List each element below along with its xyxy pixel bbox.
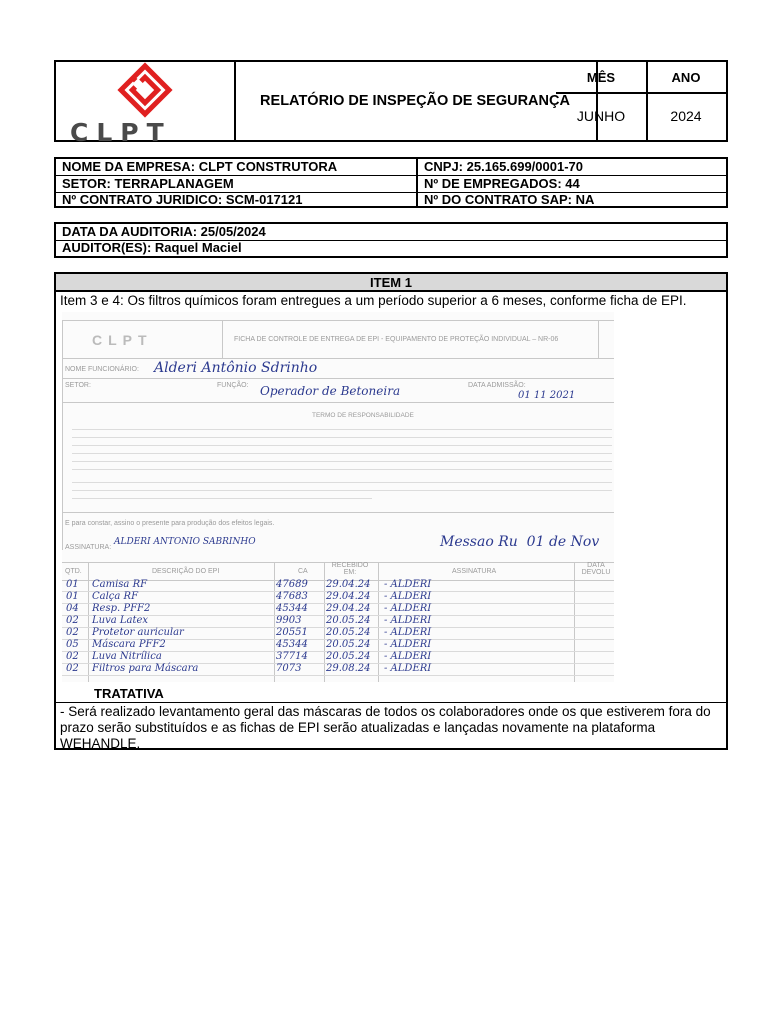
epi-qty: 01	[66, 591, 79, 602]
faint-text-line	[72, 437, 612, 438]
scan-title: FICHA DE CONTROLE DE ENTREGA DE EPI - EQUIPAMENTO DE PROTEÇÃO INDIVIDUAL – NR-06	[234, 336, 559, 343]
scan-logo: CLPT	[92, 332, 153, 348]
epi-signature: - ALDERI	[384, 579, 432, 590]
epi-signature: - ALDERI	[384, 615, 432, 626]
signature-value: ALDERI ANTONIO SABRINHO	[114, 537, 256, 547]
col-description: DESCRIÇÃO DO EPI	[152, 568, 220, 575]
epi-ca: 45344	[276, 603, 308, 614]
epi-description: Protetor auricular	[92, 627, 184, 638]
sector-label: SETOR:	[65, 382, 91, 389]
epi-received-date: 20.05.24	[326, 627, 371, 638]
function-value: Operador de Betoneira	[260, 384, 401, 398]
signature-label: ASSINATURA:	[65, 544, 112, 551]
epi-signature: - ALDERI	[384, 639, 432, 650]
epi-description: Filtros para Máscara	[92, 663, 199, 674]
epi-received-date: 29.04.24	[326, 579, 371, 590]
report-title: RELATÓRIO DE INSPEÇÃO DE SEGURANÇA	[234, 62, 598, 140]
epi-qty: 02	[66, 663, 79, 674]
auditor-name: AUDITOR(ES): Raquel Maciel	[62, 240, 242, 255]
col-received: RECEBIDO EM:	[331, 562, 369, 576]
faint-text-line	[72, 498, 372, 499]
epi-description: Luva Nitrílica	[92, 651, 162, 662]
cnpj: CNPJ: 25.165.699/0001-70	[416, 159, 726, 175]
epi-qty: 04	[66, 603, 79, 614]
faint-text-line	[72, 461, 612, 462]
epi-ca: 47683	[276, 591, 308, 602]
epi-received-date: 20.05.24	[326, 651, 371, 662]
epi-qty: 02	[66, 627, 79, 638]
col-return: DATA DEVOLU	[581, 562, 611, 576]
epi-row-line	[62, 675, 614, 676]
epi-ca: 47689	[276, 579, 308, 590]
company-name: NOME DA EMPRESA: CLPT CONSTRUTORA	[62, 159, 338, 174]
audit-date: DATA DA AUDITORIA: 25/05/2024	[62, 224, 266, 239]
epi-received-date: 29.04.24	[326, 603, 371, 614]
epi-description: Luva Latex	[92, 615, 149, 626]
faint-text-line	[72, 482, 612, 483]
epi-ca: 7073	[276, 663, 302, 674]
month-label: MÊS	[556, 62, 648, 94]
sap-contract: Nº DO CONTRATO SAP: NA	[416, 192, 726, 208]
year-label: ANO	[646, 62, 726, 94]
tratativa-title: TRATATIVA	[94, 686, 164, 701]
col-qtd: QTD.	[65, 568, 82, 575]
info-row	[56, 176, 726, 192]
report-header	[54, 60, 728, 147]
epi-ca: 9903	[276, 615, 302, 626]
epi-received-date: 29.04.24	[326, 591, 371, 602]
admission-value: 01 11 2021	[518, 390, 576, 401]
info-row	[56, 192, 726, 208]
logo-text: CLPT	[70, 118, 172, 147]
epi-description: Máscara PFF2	[92, 639, 166, 650]
company-info-table	[54, 157, 728, 208]
epi-signature: - ALDERI	[384, 627, 432, 638]
employee-name-value: Alderi Antônio Sdrinho	[154, 360, 318, 376]
function-label: FUNÇÃO:	[217, 382, 249, 389]
epi-description: Resp. PFF2	[92, 603, 151, 614]
responsibility-title: TERMO DE RESPONSABILIDADE	[312, 412, 414, 419]
epi-qty: 02	[66, 615, 79, 626]
form-border	[598, 320, 599, 358]
col-ca: CA	[298, 568, 308, 575]
info-row	[56, 159, 726, 175]
epi-ca: 45344	[276, 639, 308, 650]
employee-name-label: NOME FUNCIONÁRIO:	[65, 366, 139, 373]
signature-date-scribble: Messao Ru 01 de Nov	[440, 534, 600, 550]
faint-text-line	[72, 490, 612, 491]
epi-ca: 37714	[276, 651, 308, 662]
faint-text-line	[72, 453, 612, 454]
form-border	[62, 358, 614, 359]
form-border	[222, 320, 223, 358]
month-value: JUNHO	[556, 92, 648, 140]
form-border	[62, 320, 614, 321]
year-value: 2024	[670, 108, 702, 124]
legal-contract: Nº CONTRATO JURIDICO: SCM-017121	[62, 192, 303, 207]
form-border	[62, 320, 63, 550]
epi-received-date: 20.05.24	[326, 615, 371, 626]
audit-info-table	[54, 222, 728, 258]
faint-text-line	[72, 469, 612, 470]
epi-row	[62, 664, 614, 676]
faint-text-line	[72, 429, 612, 430]
epi-form-scan	[62, 312, 614, 682]
epi-description: Calça RF	[92, 591, 139, 602]
col-signature: ASSINATURA	[452, 568, 497, 575]
epi-qty: 05	[66, 639, 79, 650]
epi-received-date: 29.08.24	[326, 663, 371, 674]
employee-count: Nº DE EMPREGADOS: 44	[416, 176, 726, 192]
item-description: Item 3 e 4: Os filtros químicos foram entregues a um período superior a 6 meses, conforme ficha de EPI.	[60, 293, 687, 308]
epi-ca: 20551	[276, 627, 308, 638]
tratativa-text: - Será realizado levantamento geral das máscaras de todos os colaboradores onde os que estiverem fora do prazo serão substituídos e as fichas de EPI serão atualizadas e lançadas novamente na plataforma WEHANDLE.	[60, 704, 711, 751]
epi-qty: 01	[66, 579, 79, 590]
admission-label: DATA ADMISSÃO:	[468, 382, 526, 389]
epi-description: Camisa RF	[92, 579, 148, 590]
tratativa-divider	[56, 702, 726, 703]
epi-signature: - ALDERI	[384, 603, 432, 614]
item-header: ITEM 1	[54, 272, 728, 292]
form-border	[62, 402, 614, 403]
faint-text-line	[72, 445, 612, 446]
sector: SETOR: TERRAPLANAGEM	[62, 176, 234, 191]
epi-signature: - ALDERI	[384, 663, 432, 674]
epi-signature: - ALDERI	[384, 591, 432, 602]
para-constar: E para constar, assino o presente para produção dos efeitos legais.	[65, 520, 275, 527]
epi-received-date: 20.05.24	[326, 639, 371, 650]
form-border	[62, 512, 614, 513]
epi-signature: - ALDERI	[384, 651, 432, 662]
item-body	[54, 292, 728, 750]
company-logo	[56, 62, 236, 147]
form-border	[62, 378, 614, 379]
epi-qty: 02	[66, 651, 79, 662]
